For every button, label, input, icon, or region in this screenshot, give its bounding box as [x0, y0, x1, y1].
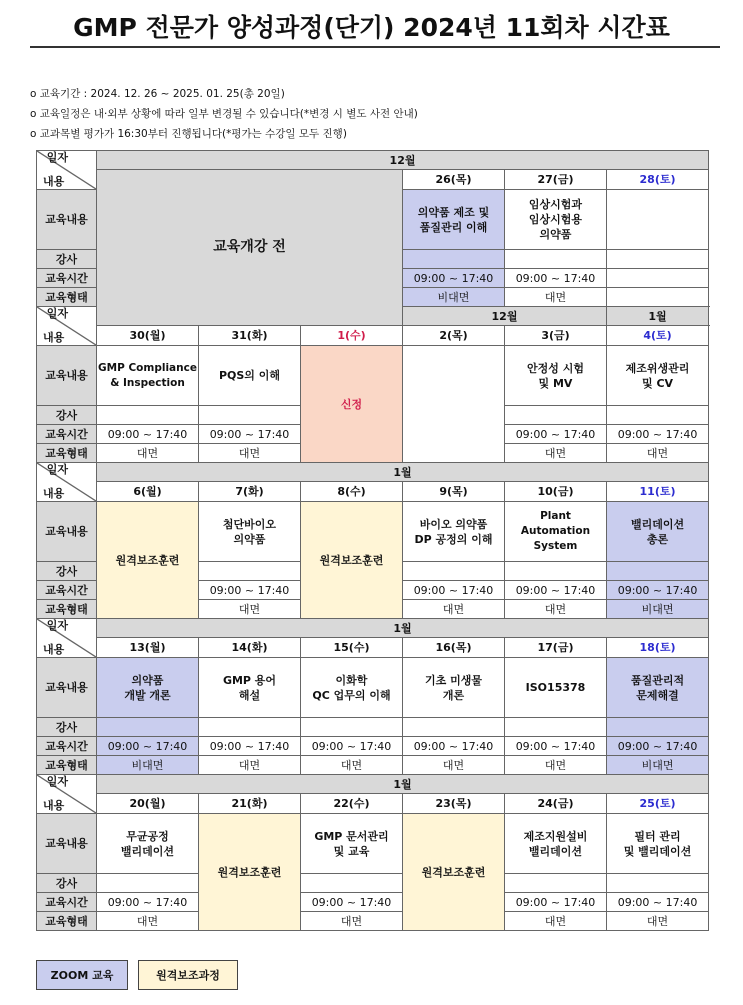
- date-label: 일자: [46, 619, 68, 632]
- time-cell: 09:00 ~ 17:40: [403, 269, 505, 288]
- month-header: 1월: [97, 463, 709, 482]
- format-cell: 대면: [301, 912, 403, 931]
- course-cell: 필터 관리 및 밸리데이션: [607, 814, 709, 874]
- row-label-format: 교육형태: [37, 912, 97, 931]
- note-eval: o 교과목별 평가가 16:30부터 진행됩니다(*평가는 수강일 모두 진행): [30, 128, 347, 140]
- week5-day-row: [37, 794, 709, 814]
- day-cell: 14(화): [199, 638, 301, 658]
- day-cell: 20(월): [97, 794, 199, 814]
- course-cell: 품질관리적 문제해결: [607, 658, 709, 718]
- header-corner: [37, 775, 97, 814]
- row-label-time: 교육시간: [37, 269, 97, 288]
- day-cell-holiday: 1(수): [301, 326, 403, 346]
- week2-course-row: [37, 346, 709, 406]
- week5-course-row: [37, 814, 709, 874]
- row-label-course: 교육내용: [37, 658, 97, 718]
- day-cell: 2(목): [403, 326, 505, 346]
- content-label: 내용: [43, 643, 65, 656]
- title-underline: [30, 46, 720, 48]
- format-cell: 비대면: [97, 756, 199, 775]
- month-header: 1월: [97, 619, 709, 638]
- time-cell: 09:00 ~ 17:40: [199, 425, 301, 444]
- week5-month-row: [37, 775, 709, 794]
- instructor-cell: [403, 250, 505, 269]
- format-cell: 대면: [403, 600, 505, 619]
- day-cell: 7(화): [199, 482, 301, 502]
- instructor-cell: [505, 562, 607, 581]
- row-label-time: 교육시간: [37, 737, 97, 756]
- week4-time-row: [37, 737, 709, 756]
- week1-day-row: [37, 170, 709, 190]
- format-cell: 비대면: [403, 288, 505, 307]
- time-cell: 09:00 ~ 17:40: [505, 737, 607, 756]
- time-cell: 09:00 ~ 17:40: [97, 737, 199, 756]
- empty-day-cell: [403, 346, 505, 463]
- time-cell: 09:00 ~ 17:40: [607, 893, 709, 912]
- instructor-cell: [607, 874, 709, 893]
- content-label: 내용: [43, 799, 65, 812]
- day-cell: 16(목): [403, 638, 505, 658]
- week3-day-row: [37, 482, 709, 502]
- course-cell: 의약품 제조 및 품질관리 이해: [403, 190, 505, 250]
- row-label-instructor: 강사: [37, 718, 97, 737]
- time-cell: 09:00 ~ 17:40: [505, 269, 607, 288]
- row-label-time: 교육시간: [37, 893, 97, 912]
- course-cell: 무균공정 밸리데이션: [97, 814, 199, 874]
- row-label-format: 교육형태: [37, 600, 97, 619]
- row-label-time: 교육시간: [37, 581, 97, 600]
- day-cell: 27(금): [505, 170, 607, 190]
- instructor-cell: [199, 718, 301, 737]
- course-cell: 의약품 개발 개론: [97, 658, 199, 718]
- day-cell: 10(금): [505, 482, 607, 502]
- header-corner: [37, 619, 97, 658]
- row-label-format: 교육형태: [37, 756, 97, 775]
- row-label-course: 교육내용: [37, 190, 97, 250]
- course-cell: 제조위생관리 및 CV: [607, 346, 709, 406]
- course-cell: 밸리데이션 총론: [607, 502, 709, 562]
- time-cell: 09:00 ~ 17:40: [199, 737, 301, 756]
- instructor-cell: [199, 406, 301, 425]
- format-cell: 대면: [199, 444, 301, 463]
- note-change: o 교육일정은 내·외부 상황에 따라 일부 변경될 수 있습니다(*변경 시 별도 사전 안내): [30, 108, 418, 120]
- time-cell: 09:00 ~ 17:40: [505, 581, 607, 600]
- instructor-cell: [403, 718, 505, 737]
- row-label-course: 교육내용: [37, 346, 97, 406]
- time-cell: 09:00 ~ 17:40: [403, 581, 505, 600]
- remote-training-cell: 원격보조훈련: [199, 814, 301, 931]
- format-cell: 비대면: [607, 756, 709, 775]
- time-cell: 09:00 ~ 17:40: [199, 581, 301, 600]
- format-cell: 대면: [505, 600, 607, 619]
- day-cell-saturday: 11(토): [607, 482, 709, 502]
- course-cell: GMP 용어 해설: [199, 658, 301, 718]
- month-header: 12월: [97, 151, 709, 170]
- day-cell: 9(목): [403, 482, 505, 502]
- schedule-table: [36, 150, 709, 931]
- day-cell: 13(월): [97, 638, 199, 658]
- format-cell: 대면: [505, 912, 607, 931]
- week4-course-row: [37, 658, 709, 718]
- week3-month-row: [37, 463, 709, 482]
- header-corner: [37, 151, 97, 190]
- row-label-time: 교육시간: [37, 425, 97, 444]
- instructor-cell: [505, 406, 607, 425]
- week4-format-row: [37, 756, 709, 775]
- instructor-cell: [505, 874, 607, 893]
- row-label-instructor: 강사: [37, 874, 97, 893]
- instructor-cell: [607, 718, 709, 737]
- note-period: o 교육기간 : 2024. 12. 26 ~ 2025. 01. 25(총 20일): [30, 88, 285, 100]
- format-cell: 대면: [505, 756, 607, 775]
- content-label: 내용: [43, 331, 65, 344]
- instructor-cell: [97, 874, 199, 893]
- course-cell: 바이오 의약품 DP 공정의 이해: [403, 502, 505, 562]
- format-cell: 대면: [607, 912, 709, 931]
- instructor-cell: [505, 250, 607, 269]
- time-cell: 09:00 ~ 17:40: [607, 737, 709, 756]
- time-cell: 09:00 ~ 17:40: [97, 425, 199, 444]
- instructor-cell: [97, 406, 199, 425]
- header-corner: [37, 307, 97, 346]
- day-cell: 17(금): [505, 638, 607, 658]
- time-cell: 09:00 ~ 17:40: [505, 893, 607, 912]
- notes: [30, 84, 418, 144]
- format-cell: 비대면: [607, 600, 709, 619]
- course-cell: 첨단바이오 의약품: [199, 502, 301, 562]
- course-cell: 임상시험과 임상시험용 의약품: [505, 190, 607, 250]
- remote-training-cell: 원격보조훈련: [97, 502, 199, 619]
- day-cell: 31(화): [199, 326, 301, 346]
- legend-zoom: ZOOM 교육: [36, 960, 128, 990]
- week3-course-row: [37, 502, 709, 562]
- format-cell: 대면: [97, 912, 199, 931]
- format-cell: 대면: [97, 444, 199, 463]
- course-cell: 안정성 시험 및 MV: [505, 346, 607, 406]
- row-label-format: 교육형태: [37, 444, 97, 463]
- day-cell: 3(금): [505, 326, 607, 346]
- format-cell: 대면: [199, 756, 301, 775]
- course-cell: PQS의 이해: [199, 346, 301, 406]
- instructor-cell: [301, 718, 403, 737]
- course-cell: 기초 미생물 개론: [403, 658, 505, 718]
- format-cell: 대면: [607, 444, 709, 463]
- before-opening-cell: 교육개강 전: [97, 170, 403, 326]
- day-cell: 6(월): [97, 482, 199, 502]
- instructor-cell: [403, 562, 505, 581]
- legend-remote: 원격보조과정: [138, 960, 238, 990]
- day-cell: 30(월): [97, 326, 199, 346]
- day-cell-saturday: 18(토): [607, 638, 709, 658]
- time-cell: 09:00 ~ 17:40: [505, 425, 607, 444]
- row-label-course: 교육내용: [37, 502, 97, 562]
- day-cell-saturday: 28(토): [607, 170, 709, 190]
- date-label: 일자: [46, 775, 68, 788]
- course-cell: ISO15378: [505, 658, 607, 718]
- format-cell: [607, 288, 709, 307]
- format-cell: 대면: [505, 444, 607, 463]
- course-cell: 이화학 QC 업무의 이해: [301, 658, 403, 718]
- course-cell: Plant Automation System: [505, 502, 607, 562]
- holiday-cell: 신정: [301, 346, 403, 463]
- week5-instructor-row: [37, 874, 709, 893]
- course-cell: GMP Compliance & Inspection: [97, 346, 199, 406]
- page-title: GMP 전문가 양성과정(단기) 2024년 11회차 시간표: [73, 13, 670, 42]
- header-corner: [37, 463, 97, 502]
- day-cell: 24(금): [505, 794, 607, 814]
- remote-training-cell: 원격보조훈련: [403, 814, 505, 931]
- row-label-course: 교육내용: [37, 814, 97, 874]
- date-label: 일자: [46, 463, 68, 476]
- day-cell: 23(목): [403, 794, 505, 814]
- month-header: 12월: [403, 307, 607, 326]
- instructor-cell: [301, 874, 403, 893]
- day-cell: 21(화): [199, 794, 301, 814]
- instructor-cell: [97, 718, 199, 737]
- day-cell-saturday: 4(토): [607, 326, 709, 346]
- day-cell: 15(수): [301, 638, 403, 658]
- week4-day-row: [37, 638, 709, 658]
- week5-format-row: [37, 912, 709, 931]
- instructor-cell: [607, 250, 709, 269]
- row-label-instructor: 강사: [37, 406, 97, 425]
- time-cell: 09:00 ~ 17:40: [607, 581, 709, 600]
- content-label: 내용: [43, 175, 65, 188]
- format-cell: 대면: [505, 288, 607, 307]
- instructor-cell: [505, 718, 607, 737]
- day-cell: 26(목): [403, 170, 505, 190]
- content-label: 내용: [43, 487, 65, 500]
- course-cell: GMP 문서관리 및 교육: [301, 814, 403, 874]
- date-label: 일자: [46, 307, 68, 320]
- month-header: 1월: [97, 775, 709, 794]
- row-label-format: 교육형태: [37, 288, 97, 307]
- format-cell: 대면: [403, 756, 505, 775]
- time-cell: 09:00 ~ 17:40: [301, 893, 403, 912]
- row-label-instructor: 강사: [37, 562, 97, 581]
- format-cell: 대면: [301, 756, 403, 775]
- week1-month-row: [37, 151, 709, 170]
- course-cell: 제조지원설비 밸리데이션: [505, 814, 607, 874]
- week4-instructor-row: [37, 718, 709, 737]
- instructor-cell: [607, 406, 709, 425]
- week4-month-row: [37, 619, 709, 638]
- time-cell: [607, 269, 709, 288]
- day-cell: 8(수): [301, 482, 403, 502]
- remote-training-cell: 원격보조훈련: [301, 502, 403, 619]
- month-header: 1월: [607, 307, 709, 326]
- day-cell: 22(수): [301, 794, 403, 814]
- course-cell-empty: [607, 190, 709, 250]
- day-cell-saturday: 25(토): [607, 794, 709, 814]
- row-label-instructor: 강사: [37, 250, 97, 269]
- format-cell: 대면: [199, 600, 301, 619]
- week5-time-row: [37, 893, 709, 912]
- time-cell: 09:00 ~ 17:40: [97, 893, 199, 912]
- date-label: 일자: [46, 151, 68, 164]
- instructor-cell: [199, 562, 301, 581]
- week2-day-row: [37, 326, 709, 346]
- time-cell: 09:00 ~ 17:40: [301, 737, 403, 756]
- time-cell: 09:00 ~ 17:40: [403, 737, 505, 756]
- time-cell: 09:00 ~ 17:40: [607, 425, 709, 444]
- instructor-cell: [607, 562, 709, 581]
